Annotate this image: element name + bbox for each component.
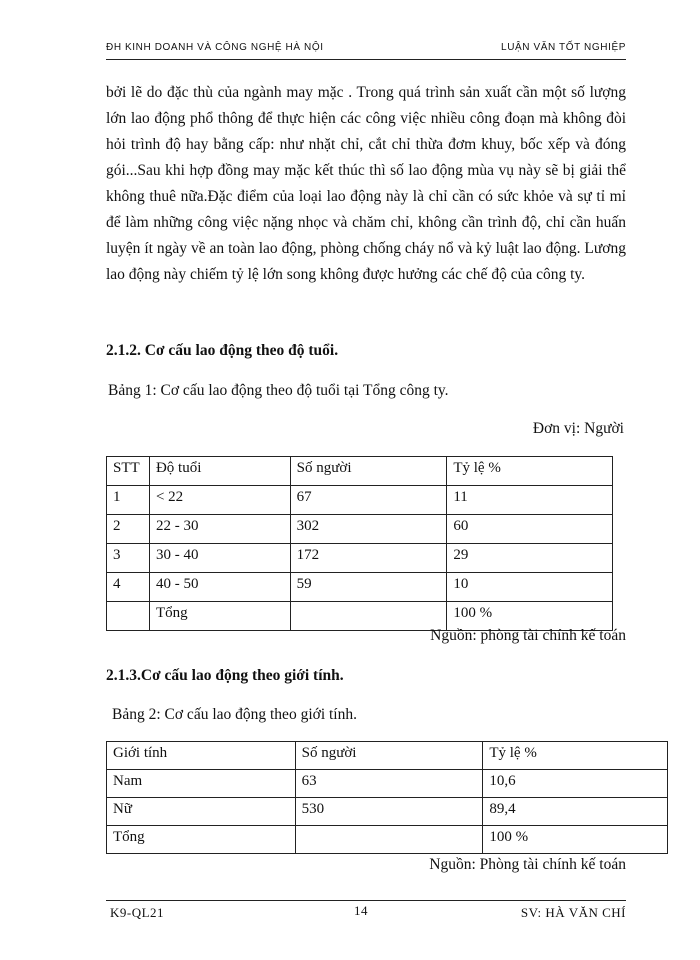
table-cell: Nam [107, 770, 296, 798]
table1-caption: Bảng 1: Cơ cấu lao động theo độ tuổi tại Tổng công ty. [108, 382, 449, 399]
table-cell: 67 [290, 486, 447, 515]
table-header-cell: Tỷ lệ % [483, 742, 668, 770]
table-cell: 100 % [483, 826, 668, 854]
table-cell [295, 826, 483, 854]
table-row [107, 544, 613, 573]
table-cell: 2 [107, 515, 150, 544]
table-cell: 22 - 30 [149, 515, 290, 544]
table-cell: Tổng [107, 826, 296, 854]
table-cell: < 22 [149, 486, 290, 515]
table-cell: 40 - 50 [149, 573, 290, 602]
table-header-cell: Tỷ lệ % [447, 457, 613, 486]
table-header-cell: Giới tính [107, 742, 296, 770]
table-cell: 10 [447, 573, 613, 602]
table-header-row [107, 457, 613, 486]
page-footer [106, 900, 626, 923]
table1-source: Nguồn: phòng tài chính kế toán [430, 627, 626, 644]
footer-student: SV: HÀ VĂN CHÍ [520, 905, 626, 920]
table-header-cell: STT [107, 457, 150, 486]
table-cell [290, 602, 447, 631]
page-header [106, 42, 626, 60]
table-cell: 3 [107, 544, 150, 573]
table-cell: 4 [107, 573, 150, 602]
table-cell: 530 [295, 798, 483, 826]
table-row [107, 515, 613, 544]
table-cell: 302 [290, 515, 447, 544]
table-header-cell: Số người [295, 742, 483, 770]
table-cell: 60 [447, 515, 613, 544]
table-cell: Tổng [149, 602, 290, 631]
table-row [107, 798, 668, 826]
table-cell: 100 % [447, 602, 613, 631]
table-header-cell: Độ tuổi [149, 457, 290, 486]
header-school: ĐH KINH DOANH VÀ CÔNG NGHỆ HÀ NỘI [106, 42, 324, 53]
table-cell: 172 [290, 544, 447, 573]
table-row [107, 486, 613, 515]
table-cell: 30 - 40 [149, 544, 290, 573]
age-table [106, 456, 613, 631]
table-row [107, 770, 668, 798]
table-cell: 1 [107, 486, 150, 515]
table-row [107, 573, 613, 602]
section-heading-gender: 2.1.3.Cơ cấu lao động theo giới tính. [106, 667, 344, 684]
table-cell: 11 [447, 486, 613, 515]
table1-unit: Đơn vị: Người [532, 420, 624, 437]
table-cell: 29 [447, 544, 613, 573]
footer-class: K9-QL21 [110, 905, 165, 920]
table-total-row [107, 826, 668, 854]
table-header-cell: Số người [290, 457, 447, 486]
table2-caption: Bảng 2: Cơ cấu lao động theo giới tính. [112, 706, 357, 723]
table-cell [107, 602, 150, 631]
table-cell: 63 [295, 770, 483, 798]
table2-source: Nguồn: Phòng tài chính kế toán [429, 856, 626, 873]
body-paragraph: bởi lẽ do đặc thù của ngành may mặc . Trong quá trình sản xuất cần một số lượng lớn lao động phổ thông để thực hiện các công việc nhiều công đoạn mà không đòi hỏi trình độ hay bằng cấp: như nhặt chỉ, cắt chỉ thừa đơm khuy, bốc xếp và đóng gói...Sau khi hợp đồng may mặc kết thúc thì số lao động mùa vụ này sẽ bị giải thể không thuê nữa.Đặc điểm của loại lao động này là chỉ cần có sức khỏe và sự tỉ mỉ để làm những công việc nặng nhọc và chăm chỉ, không cần trình độ, chỉ cần huấn luyện ít ngày về an toàn lao động, phòng chống cháy nổ và kỷ luật lao động. Lương lao động này chiếm tỷ lệ lớn song không được hưởng các chế độ của công ty. [106, 84, 626, 283]
header-thesis: LUẬN VĂN TỐT NGHIỆP [501, 42, 626, 53]
table-cell: 89,4 [483, 798, 668, 826]
table-cell: 10,6 [483, 770, 668, 798]
table-cell: 59 [290, 573, 447, 602]
table-header-row [107, 742, 668, 770]
gender-table [106, 741, 668, 854]
table-cell: Nữ [107, 798, 296, 826]
page-number: 14 [354, 903, 368, 918]
section-heading-age: 2.1.2. Cơ cấu lao động theo độ tuổi. [106, 342, 339, 359]
